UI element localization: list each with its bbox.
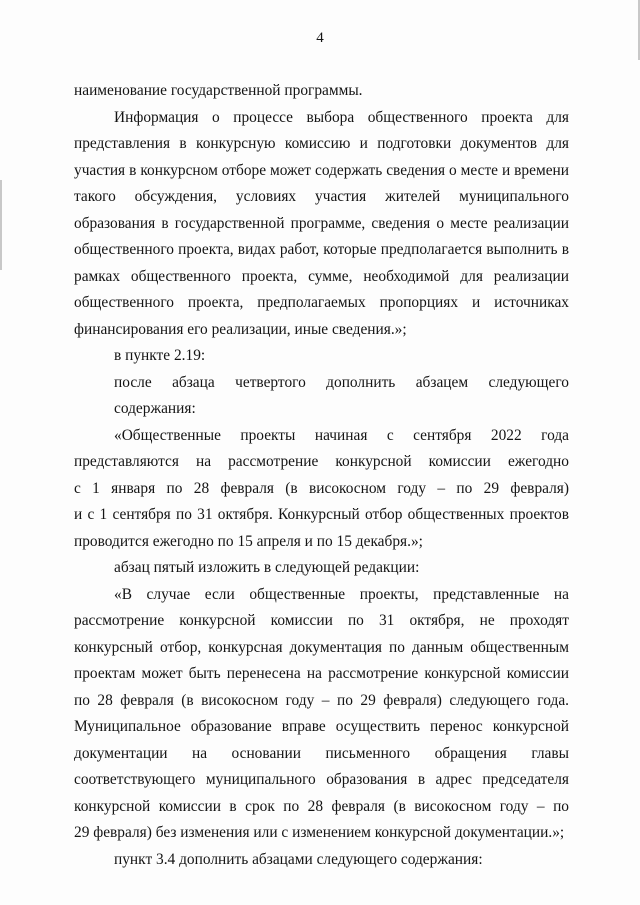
text-line: «Общественные проекты начиная с сентября 2022 года	[114, 426, 569, 444]
text-line: конкурсной комиссии в срок по 28 февраля (в високосном году – по	[74, 797, 569, 815]
text-line: с 1 января по 28 февраля (в високосном году – по 29 февраля)	[74, 479, 569, 497]
text-line: проектам может быть перенесена на рассмотрение конкурсной комиссии	[74, 665, 569, 682]
text-line: наименование государственной программы.	[74, 82, 363, 99]
text-line: представляются на рассмотрение конкурсной комиссии ежегодно	[74, 453, 569, 470]
text-line: Информация о процессе выбора общественного проекта для	[114, 108, 569, 126]
text-line: рассмотрение конкурсной комиссии по 31 октября, не проходят	[74, 612, 569, 629]
text-line: финансирования его реализации, иные сведения.»;	[74, 320, 407, 338]
text-line: представления в конкурсную комиссию и подготовки документов для	[74, 135, 569, 152]
page-number: 4	[316, 30, 324, 46]
text-line: документации на основании письменного обращения главы	[74, 744, 569, 762]
text-line: Муниципальное образование вправе осуществить перенос конкурсной	[74, 718, 569, 735]
document-body	[74, 78, 569, 873]
text-line: общественного проекта, видах работ, которые предполагается выполнить в	[74, 241, 569, 258]
text-line: рамках общественного проекта, сумме, необходимой для реализации	[74, 267, 569, 285]
text-line: после абзаца четвертого дополнить абзацем следующего содержания:	[114, 373, 569, 417]
text-line: такого обсуждения, условиях участия жителей муниципального	[74, 188, 569, 205]
text-line: проводится ежегодно по 15 апреля и по 15 декабря.»;	[74, 532, 423, 550]
text-line: по 28 февраля (в високосном году – по 29 февраля) следующего года.	[74, 691, 569, 709]
text-line: соответствующего муниципального образования в адрес председателя	[74, 771, 569, 788]
text-line: общественного проекта, предполагаемых пропорциях и источниках	[74, 294, 569, 311]
text-line: абзац пятый изложить в следующей редакции:	[114, 559, 420, 576]
text-line: пункт 3.4 дополнить абзацами следующего содержания:	[114, 850, 483, 868]
text-line: 29 февраля) без изменения или с изменением конкурсной документации.»;	[74, 824, 565, 841]
text-line: в пункте 2.19:	[114, 347, 206, 364]
text-line: и с 1 сентября по 31 октября. Конкурсный отбор общественных проектов	[74, 506, 569, 523]
text-line: участия в конкурсном отборе может содержать сведения о месте и времени	[74, 161, 569, 179]
text-line: образования в государственной программе, сведения о месте реализации	[74, 214, 569, 232]
text-line: конкурсный отбор, конкурсная документация по данным общественным	[74, 638, 569, 656]
scan-edge-mark-left	[0, 180, 2, 270]
text-line: «В случае если общественные проекты, представленные на	[114, 585, 569, 603]
